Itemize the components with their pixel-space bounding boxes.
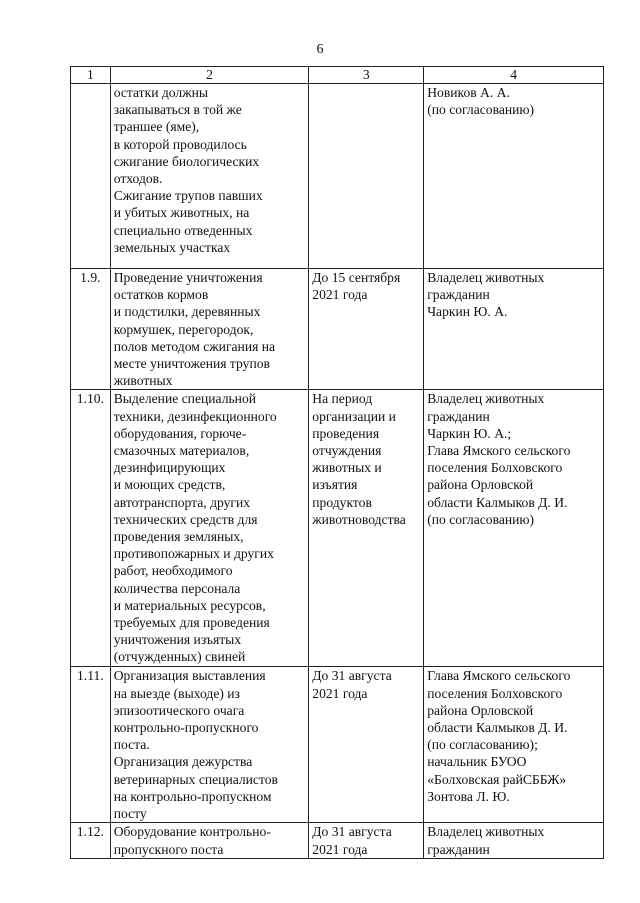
table-row — [71, 823, 604, 858]
activity-line: и подстилки, деревянных — [113, 304, 261, 320]
activity-line: Выделение специальной — [113, 391, 257, 407]
deadline-line: До 31 августа — [312, 668, 392, 684]
deadline-line: организации и — [312, 408, 396, 424]
responsible-line: Зонтова Л. Ю. — [427, 788, 510, 804]
responsible-line: области Калмыков Д. И. — [427, 720, 568, 736]
activity-line: месте уничтожения трупов — [113, 356, 270, 372]
deadline-cell — [309, 667, 424, 823]
activity-cell — [110, 269, 309, 390]
deadline-line: изъятия — [312, 477, 358, 493]
activity-line: отходов. — [113, 171, 163, 187]
responsible-line: начальник БУОО — [427, 754, 527, 770]
activity-line: Организация дежурства — [113, 754, 253, 770]
deadline-line: отчуждения — [312, 443, 382, 459]
activity-line: пропускного поста — [113, 841, 224, 857]
deadline-line: 2021 года — [312, 685, 368, 701]
responsible-cell — [424, 390, 604, 667]
page-number: 6 — [316, 42, 324, 57]
deadline-line: продуктов — [312, 494, 372, 510]
header-col-3: 3 — [309, 67, 424, 84]
responsible-line: гражданин — [427, 287, 490, 303]
activity-line: Проведение уничтожения — [113, 270, 263, 285]
responsible-line: Владелец животных — [427, 824, 545, 840]
responsible-line: Чаркин Ю. А.; — [427, 425, 512, 441]
activity-line: поста. — [113, 737, 150, 753]
responsible-cell — [424, 667, 604, 823]
item-number — [71, 84, 111, 269]
activity-line: Оборудование контрольно- — [113, 824, 271, 840]
item-number: 1.9. — [71, 269, 111, 390]
responsible-line: Владелец животных — [427, 391, 545, 407]
header-row — [71, 67, 604, 84]
header-col-4: 4 — [424, 67, 604, 84]
deadline-line: 2021 года — [312, 841, 368, 857]
activity-line: остатков кормов — [113, 287, 209, 303]
responsible-line: (по согласованию) — [427, 102, 535, 118]
table-row — [71, 84, 604, 269]
responsible-line: района Орловской — [427, 477, 534, 493]
responsible-line: гражданин — [427, 408, 490, 424]
responsible-line: Новиков А. А. — [427, 85, 510, 100]
responsible-line: района Орловской — [427, 702, 534, 718]
deadline-line: животных и — [312, 460, 382, 476]
responsible-line: «Болховская райСББЖ» — [427, 771, 567, 787]
activity-line: проведения земляных, — [113, 529, 244, 545]
responsible-line: (по согласованию); — [427, 737, 538, 753]
activity-line: дезинфицирующих — [113, 460, 226, 476]
responsible-line: (по согласованию) — [427, 511, 535, 527]
table-row — [71, 390, 604, 667]
responsible-line: гражданин — [427, 841, 490, 857]
table-row — [71, 269, 604, 390]
activity-line: смазочных материалов, — [113, 443, 250, 459]
activity-line: автотранспорта, других — [113, 494, 251, 510]
activity-line: (отчужденных) свиней — [113, 649, 246, 665]
activity-line: кормушек, перегородок, — [113, 321, 254, 337]
deadline-cell — [309, 390, 424, 667]
activity-cell — [110, 84, 309, 269]
deadline-cell — [309, 84, 424, 269]
responsible-line: поселения Болховского — [427, 460, 563, 476]
activity-line: животных — [113, 373, 173, 389]
activity-line: специально отведенных — [113, 222, 253, 238]
responsible-line: Глава Ямского сельского — [427, 443, 571, 459]
responsible-line: Чаркин Ю. А. — [427, 304, 508, 320]
activity-line: траншее (яме), — [113, 119, 200, 135]
item-number: 1.11. — [71, 667, 111, 823]
deadline-line: До 31 августа — [312, 824, 392, 840]
activity-line: ветеринарных специалистов — [113, 771, 278, 787]
responsible-line: поселения Болховского — [427, 685, 563, 701]
activity-line: закапываться в той же — [113, 102, 242, 118]
deadline-line: 2021 года — [312, 287, 368, 303]
activity-line: оборудования, горюче- — [113, 425, 247, 441]
header-col-2: 2 — [110, 67, 309, 84]
activity-line: техники, дезинфекционного — [113, 408, 277, 424]
deadline-cell — [309, 823, 424, 858]
activity-line: количества персонала — [113, 580, 241, 596]
activity-line: требуемых для проведения — [113, 615, 270, 631]
activity-line: полов методом сжигания на — [113, 338, 276, 354]
deadline-cell — [309, 269, 424, 390]
responsible-cell — [424, 823, 604, 858]
activity-line: остатки должны — [113, 85, 208, 100]
responsible-line: Владелец животных — [427, 270, 545, 285]
activity-line: работ, необходимого — [113, 563, 233, 579]
responsible-line: Глава Ямского сельского — [427, 668, 571, 684]
item-number: 1.10. — [71, 390, 111, 667]
responsible-cell — [424, 269, 604, 390]
item-number: 1.12. — [71, 823, 111, 858]
activity-cell — [110, 390, 309, 667]
activity-line: эпизоотического очага — [113, 702, 245, 718]
activity-line: и материальных ресурсов, — [113, 597, 266, 613]
activity-cell — [110, 667, 309, 823]
responsible-cell — [424, 84, 604, 269]
activity-line: в которой проводилось — [113, 136, 247, 152]
header-col-1: 1 — [71, 67, 111, 84]
activity-line: контрольно-пропускного — [113, 720, 259, 736]
measures-table — [70, 66, 604, 859]
activity-line: и убитых животных, на — [113, 205, 250, 221]
activity-line: технических средств для — [113, 511, 258, 527]
deadline-line: проведения — [312, 425, 380, 441]
deadline-line: животноводства — [312, 511, 406, 527]
activity-line: Организация выставления — [113, 668, 266, 684]
responsible-line: области Калмыков Д. И. — [427, 494, 568, 510]
activity-line: на контрольно-пропускном — [113, 788, 272, 804]
activity-line: земельных участках — [113, 239, 231, 255]
activity-cell — [110, 823, 309, 858]
deadline-line: До 15 сентября — [312, 270, 401, 285]
activity-line: уничтожения изъятых — [113, 632, 242, 648]
deadline-line: На период — [312, 391, 373, 407]
activity-line: противопожарных и других — [113, 546, 274, 562]
table-row — [71, 667, 604, 823]
activity-line: посту — [113, 806, 147, 822]
activity-line: и моющих средств, — [113, 477, 226, 493]
activity-line: сжигание биологических — [113, 153, 260, 169]
activity-line: Сжигание трупов павших — [113, 188, 263, 204]
activity-line: на выезде (выходе) из — [113, 685, 240, 701]
